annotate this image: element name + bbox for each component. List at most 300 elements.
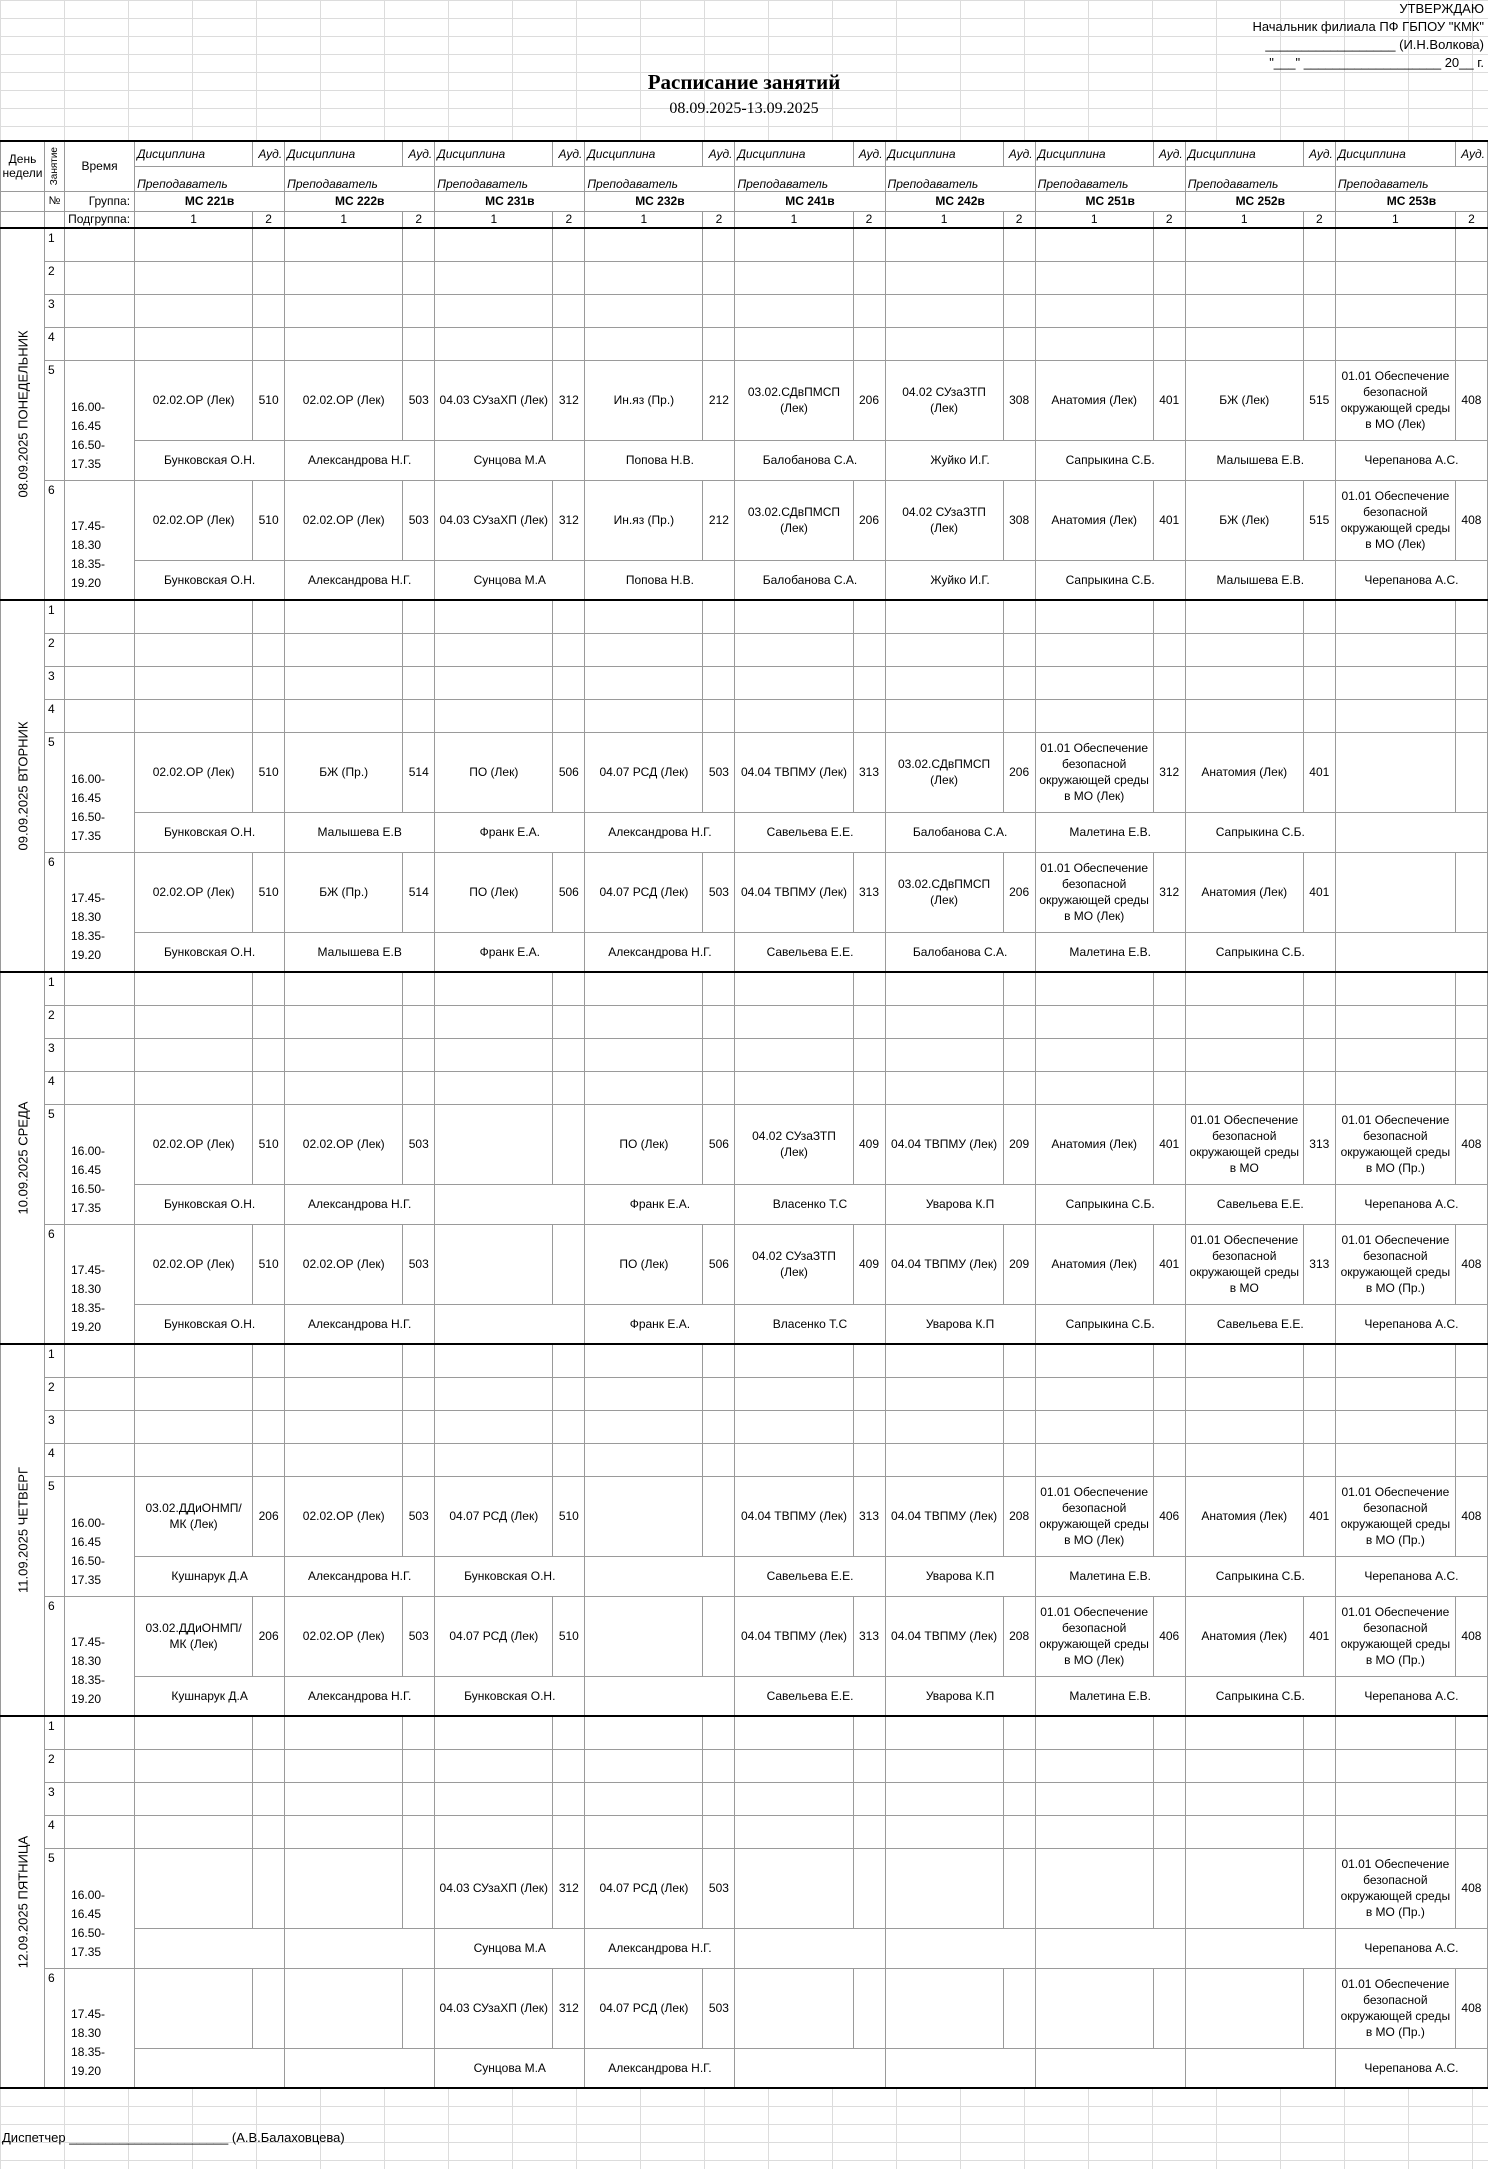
room: 208 [1003,1596,1035,1676]
discipline: БЖ (Лек) [1185,480,1303,560]
discipline: 04.07 РСД (Лек) [585,1848,703,1928]
lesson-number: 2 [45,1749,65,1782]
teacher: Савельева Е.Е. [735,812,885,852]
room: 503 [403,360,435,440]
approval-line-4: "___" ___________________ 20__ г. [1269,55,1484,70]
teacher [435,1304,585,1344]
teacher: Сапрыкина С.Б. [1035,560,1185,600]
approval-line-3: __________________ (И.Н.Волкова) [1265,37,1484,52]
teacher [1035,1928,1185,1968]
header-room: Ауд. [853,141,885,166]
discipline: 04.02 СУзаЗТП (Лек) [735,1224,853,1304]
room [703,1476,735,1556]
teacher [135,1928,285,1968]
discipline: Анатомия (Лек) [1035,360,1153,440]
teacher: Александрова Н.Г. [285,440,435,480]
room: 401 [1303,852,1335,932]
teacher: Сапрыкина С.Б. [1035,1304,1185,1344]
header-discipline: Дисциплина [135,141,253,166]
lesson-number: 1 [45,1344,65,1377]
discipline [585,1476,703,1556]
room: 515 [1303,360,1335,440]
discipline [885,1968,1003,2048]
room [703,1596,735,1676]
room: 312 [1153,852,1185,932]
teacher: Сунцова М.А [435,1928,585,1968]
teacher: Александрова Н.Г. [585,932,735,972]
lesson-number: 5 [45,732,65,852]
header-teacher: Преподаватель [885,166,1035,191]
teacher: Бунковская О.Н. [135,932,285,972]
period: 08.09.2025-13.09.2025 [669,100,819,117]
discipline: 04.04 ТВПМУ (Лек) [735,852,853,932]
group-name: МС 221в [135,191,285,211]
discipline [285,1968,403,2048]
discipline: 01.01 Обеспечение безопасной окружающей среды в МО (Лек) [1335,480,1455,560]
discipline: Ин.яз (Пр.) [585,360,703,440]
subgroup-2: 2 [253,211,285,228]
teacher: Александрова Н.Г. [285,1304,435,1344]
group-name: МС 242в [885,191,1035,211]
header-discipline: Дисциплина [1185,141,1303,166]
discipline: БЖ (Лек) [1185,360,1303,440]
teacher: Франк Е.А. [435,932,585,972]
teacher: Савельева Е.Е. [735,1556,885,1596]
room: 208 [1003,1476,1035,1556]
teacher: Франк Е.А. [585,1184,735,1224]
teacher: Попова Н.В. [585,560,735,600]
lesson-number: 6 [45,1968,65,2088]
room: 503 [403,1596,435,1676]
teacher: Александрова Н.Г. [285,560,435,600]
room: 503 [703,1968,735,2048]
group-name: МС 232в [585,191,735,211]
room [1003,1968,1035,2048]
discipline [1035,1968,1153,2048]
room: 503 [403,480,435,560]
discipline: Анатомия (Лек) [1035,1224,1153,1304]
header-room: Ауд. [1153,141,1185,166]
subgroup-1: 1 [435,211,553,228]
teacher [135,2048,285,2088]
group-name: МС 222в [285,191,435,211]
subgroup-1: 1 [1335,211,1455,228]
lesson-number: 2 [45,633,65,666]
header-discipline: Дисциплина [1335,141,1455,166]
discipline [1185,1848,1303,1928]
lesson-number: 1 [45,600,65,633]
day-label: 12.09.2025 ПЯТНИЦА [1,1716,45,2088]
discipline: 01.01 Обеспечение безопасной окружающей среды в МО [1185,1224,1303,1304]
subgroup-1: 1 [285,211,403,228]
teacher [885,2048,1035,2088]
teacher: Александрова Н.Г. [585,1928,735,1968]
discipline: 04.07 РСД (Лек) [585,1968,703,2048]
header-teacher: Преподаватель [285,166,435,191]
room: 510 [553,1476,585,1556]
discipline: 02.02.ОР (Лек) [285,1476,403,1556]
room [853,1848,885,1928]
discipline: Ин.яз (Пр.) [585,480,703,560]
header-time: Время [65,141,135,191]
teacher: Савельева Е.Е. [1185,1184,1335,1224]
subgroup-1: 1 [1035,211,1153,228]
discipline: ПО (Лек) [435,732,553,812]
subgroup-2: 2 [553,211,585,228]
teacher: Черепанова А.С. [1335,1676,1487,1716]
teacher: Савельева Е.Е. [735,1676,885,1716]
header-room: Ауд. [403,141,435,166]
discipline [1035,1848,1153,1928]
discipline: 04.04 ТВПМУ (Лек) [885,1476,1003,1556]
lesson-number: 3 [45,1782,65,1815]
teacher: Бунковская О.Н. [135,560,285,600]
discipline: 01.01 Обеспечение безопасной окружающей среды в МО (Пр.) [1335,1596,1455,1676]
teacher: Бунковская О.Н. [135,440,285,480]
discipline: 02.02.ОР (Лек) [285,360,403,440]
room: 308 [1003,480,1035,560]
teacher: Уварова К.П [885,1556,1035,1596]
teacher: Кушнарук Д.А [135,1676,285,1716]
teacher [885,1928,1035,1968]
room [1455,852,1487,932]
room: 510 [253,732,285,812]
header-discipline: Дисциплина [285,141,403,166]
subgroup-1: 1 [1185,211,1303,228]
room: 510 [253,1224,285,1304]
subgroup-1: 1 [585,211,703,228]
room: 408 [1455,1596,1487,1676]
teacher [1035,2048,1185,2088]
discipline: БЖ (Пр.) [285,852,403,932]
teacher: Сунцова М.А [435,2048,585,2088]
teacher: Сунцова М.А [435,440,585,480]
room [403,1968,435,2048]
teacher: Александрова Н.Г. [285,1556,435,1596]
room [1303,1968,1335,2048]
discipline: 04.04 ТВПМУ (Лек) [735,1476,853,1556]
teacher: Бунковская О.Н. [135,812,285,852]
lesson-time: 16.00-16.45 16.50-17.35 [65,732,135,852]
discipline: 04.07 РСД (Лек) [435,1596,553,1676]
room [253,1848,285,1928]
header-discipline: Дисциплина [1035,141,1153,166]
discipline [885,1848,1003,1928]
room: 503 [403,1104,435,1184]
dispatcher-signature: Диспетчер ______________________ (А.В.Балаховцева) [2,2130,345,2145]
discipline: 02.02.ОР (Лек) [135,852,253,932]
day-label: 08.09.2025 ПОНЕДЕЛЬНИК [1,228,45,600]
teacher: Уварова К.П [885,1184,1035,1224]
room: 312 [553,360,585,440]
room: 313 [853,732,885,812]
teacher: Черепанова А.С. [1335,560,1487,600]
room: 503 [703,1848,735,1928]
room: 312 [553,1848,585,1928]
schedule-table [0,140,1488,2089]
room: 409 [853,1104,885,1184]
room: 506 [553,732,585,812]
room: 510 [253,480,285,560]
discipline: 03.02.СДвПМСП (Лек) [885,852,1003,932]
lesson-number: 1 [45,972,65,1005]
teacher: Жуйко И.Г. [885,560,1035,600]
discipline: 01.01 Обеспечение безопасной окружающей среды в МО (Лек) [1035,1476,1153,1556]
group-name: МС 241в [735,191,885,211]
discipline: 04.03 СУзаХП (Лек) [435,480,553,560]
teacher: Черепанова А.С. [1335,2048,1487,2088]
teacher: Балобанова С.А. [735,440,885,480]
teacher: Малетина Е.В. [1035,1676,1185,1716]
subgroup-1: 1 [735,211,853,228]
discipline [1335,732,1455,812]
lesson-time: 17.45-18.30 18.35-19.20 [65,1224,135,1344]
discipline: 01.01 Обеспечение безопасной окружающей среды в МО (Лек) [1335,360,1455,440]
teacher [1335,812,1487,852]
room [853,1968,885,2048]
discipline: 01.01 Обеспечение безопасной окружающей среды в МО (Лек) [1035,852,1153,932]
teacher: Бунковская О.Н. [135,1184,285,1224]
subgroup-1: 1 [885,211,1003,228]
discipline: 02.02.ОР (Лек) [135,732,253,812]
lesson-number: 5 [45,360,65,480]
discipline: 02.02.ОР (Лек) [135,480,253,560]
teacher: Черепанова А.С. [1335,1304,1487,1344]
teacher: Александрова Н.Г. [585,2048,735,2088]
header-day: День недели [1,141,45,191]
teacher [285,1928,435,1968]
teacher: Малышева Е.В. [1185,560,1335,600]
teacher: Александрова Н.Г. [285,1184,435,1224]
discipline: Анатомия (Лек) [1035,1104,1153,1184]
header-room: Ауд. [253,141,285,166]
discipline: Анатомия (Лек) [1035,480,1153,560]
subgroup-2: 2 [1303,211,1335,228]
room: 313 [1303,1104,1335,1184]
day-label: 10.09.2025 СРЕДА [1,972,45,1344]
lesson-number: 4 [45,1815,65,1848]
room: 406 [1153,1596,1185,1676]
discipline: 04.02 СУзаЗТП (Лек) [885,360,1003,440]
header-room: Ауд. [1455,141,1487,166]
teacher: Александрова Н.Г. [285,1676,435,1716]
teacher: Сапрыкина С.Б. [1185,932,1335,972]
teacher: Малышева Е.В [285,812,435,852]
lesson-number: 4 [45,1071,65,1104]
teacher: Сапрыкина С.Б. [1185,812,1335,852]
header-discipline: Дисциплина [585,141,703,166]
teacher [285,2048,435,2088]
lesson-time: 17.45-18.30 18.35-19.20 [65,1596,135,1716]
lesson-number: 3 [45,666,65,699]
approval-block [1024,0,1484,72]
discipline: 04.04 ТВПМУ (Лек) [885,1596,1003,1676]
page-title: Расписание занятий [647,70,841,94]
room: 510 [253,1104,285,1184]
lesson-number: 4 [45,1443,65,1476]
room [403,1848,435,1928]
lesson-number: 3 [45,294,65,327]
room: 401 [1153,1104,1185,1184]
room [553,1104,585,1184]
lesson-number: 5 [45,1476,65,1596]
discipline: 02.02.ОР (Лек) [285,1224,403,1304]
room: 510 [553,1596,585,1676]
teacher: Малетина Е.В. [1035,932,1185,972]
room: 515 [1303,480,1335,560]
header-lesson: Занятие [45,141,65,191]
discipline: 01.01 Обеспечение безопасной окружающей среды в МО (Лек) [1035,1596,1153,1676]
discipline: 02.02.ОР (Лек) [285,1596,403,1676]
room: 212 [703,480,735,560]
lesson-number: 6 [45,1224,65,1344]
subgroup-2: 2 [1153,211,1185,228]
room [553,1224,585,1304]
teacher: Сапрыкина С.Б. [1035,1184,1185,1224]
discipline: Анатомия (Лек) [1185,1476,1303,1556]
room [253,1968,285,2048]
room: 401 [1153,1224,1185,1304]
discipline [735,1968,853,2048]
discipline: 01.01 Обеспечение безопасной окружающей среды в МО (Пр.) [1335,1476,1455,1556]
room: 206 [253,1596,285,1676]
discipline: 02.02.ОР (Лек) [135,1104,253,1184]
discipline [135,1968,253,2048]
room: 206 [853,480,885,560]
teacher: Жуйко И.Г. [885,440,1035,480]
room [1003,1848,1035,1928]
discipline: 01.01 Обеспечение безопасной окружающей среды в МО (Лек) [1035,732,1153,812]
discipline: Анатомия (Лек) [1185,852,1303,932]
group-label: Группа: [65,191,135,211]
teacher: Савельева Е.Е. [735,932,885,972]
teacher: Бунковская О.Н. [435,1676,585,1716]
discipline: Анатомия (Лек) [1185,1596,1303,1676]
teacher: Сунцова М.А [435,560,585,600]
discipline: 04.04 ТВПМУ (Лек) [735,732,853,812]
teacher: Сапрыкина С.Б. [1185,1676,1335,1716]
teacher: Уварова К.П [885,1304,1035,1344]
teacher: Попова Н.В. [585,440,735,480]
header-room: Ауд. [1003,141,1035,166]
room: 401 [1303,1596,1335,1676]
discipline [285,1848,403,1928]
teacher: Франк Е.А. [435,812,585,852]
teacher: Балобанова С.А. [735,560,885,600]
discipline: 02.02.ОР (Лек) [285,1104,403,1184]
room: 312 [553,1968,585,2048]
room: 409 [853,1224,885,1304]
teacher: Черепанова А.С. [1335,1928,1487,1968]
teacher: Кушнарук Д.А [135,1556,285,1596]
room [1153,1848,1185,1928]
room: 212 [703,360,735,440]
room: 209 [1003,1224,1035,1304]
subgroup-2: 2 [853,211,885,228]
room: 503 [703,732,735,812]
approval-line-2: Начальник филиала ПФ ГБПОУ "КМК" [1252,19,1484,34]
teacher: Уварова К.П [885,1676,1035,1716]
lesson-number: 3 [45,1038,65,1071]
discipline: 04.04 ТВПМУ (Лек) [735,1596,853,1676]
room: 206 [1003,852,1035,932]
subgroup-2: 2 [1003,211,1035,228]
lesson-number: 6 [45,480,65,600]
discipline: 01.01 Обеспечение безопасной окружающей среды в МО (Пр.) [1335,1848,1455,1928]
teacher: Власенко Т.С [735,1304,885,1344]
room: 401 [1303,732,1335,812]
lesson-number: 2 [45,1377,65,1410]
teacher: Малышева Е.В [285,932,435,972]
header-room: Ауд. [703,141,735,166]
teacher [585,1556,735,1596]
header-teacher: Преподаватель [1335,166,1487,191]
lesson-time: 16.00-16.45 16.50-17.35 [65,360,135,480]
header-teacher: Преподаватель [1035,166,1185,191]
room: 514 [403,852,435,932]
room [1303,1848,1335,1928]
discipline [1185,1968,1303,2048]
discipline: 04.04 ТВПМУ (Лек) [885,1104,1003,1184]
room: 503 [403,1224,435,1304]
approval-line-1: УТВЕРЖДАЮ [1399,1,1484,16]
lesson-time: 16.00-16.45 16.50-17.35 [65,1104,135,1224]
discipline: 04.03 СУзаХП (Лек) [435,1848,553,1928]
header-no: № [45,191,65,211]
room: 406 [1153,1476,1185,1556]
discipline: 04.02 СУзаЗТП (Лек) [735,1104,853,1184]
header-discipline: Дисциплина [885,141,1003,166]
subgroup-2: 2 [703,211,735,228]
room: 506 [703,1104,735,1184]
lesson-number: 6 [45,852,65,972]
discipline: 04.04 ТВПМУ (Лек) [885,1224,1003,1304]
discipline: 04.03 СУзаХП (Лек) [435,1968,553,2048]
room: 313 [853,1476,885,1556]
teacher: Бунковская О.Н. [435,1556,585,1596]
room: 506 [703,1224,735,1304]
room: 408 [1455,1104,1487,1184]
discipline [735,1848,853,1928]
teacher: Власенко Т.С [735,1184,885,1224]
subgroup-label: Подгруппа: [65,211,135,228]
discipline: 02.02.ОР (Лек) [135,360,253,440]
teacher: Сапрыкина С.Б. [1035,440,1185,480]
discipline: 03.02.ДДиОНМП/ МК (Лек) [135,1596,253,1676]
lesson-number: 1 [45,228,65,261]
discipline [135,1848,253,1928]
lesson-number: 4 [45,327,65,360]
room: 401 [1303,1476,1335,1556]
discipline: Анатомия (Лек) [1185,732,1303,812]
teacher: Сапрыкина С.Б. [1185,1556,1335,1596]
subgroup-2: 2 [1455,211,1487,228]
room: 408 [1455,480,1487,560]
lesson-number: 3 [45,1410,65,1443]
group-name: МС 231в [435,191,585,211]
room: 209 [1003,1104,1035,1184]
discipline: 01.01 Обеспечение безопасной окружающей среды в МО (Пр.) [1335,1224,1455,1304]
room [1455,732,1487,812]
discipline: ПО (Лек) [585,1224,703,1304]
room: 313 [853,852,885,932]
discipline: 03.02.СДвПМСП (Лек) [735,360,853,440]
discipline: 03.02.СДвПМСП (Лек) [735,480,853,560]
room: 308 [1003,360,1035,440]
lesson-number: 4 [45,699,65,732]
teacher: Черепанова А.С. [1335,1556,1487,1596]
discipline: ПО (Лек) [435,852,553,932]
